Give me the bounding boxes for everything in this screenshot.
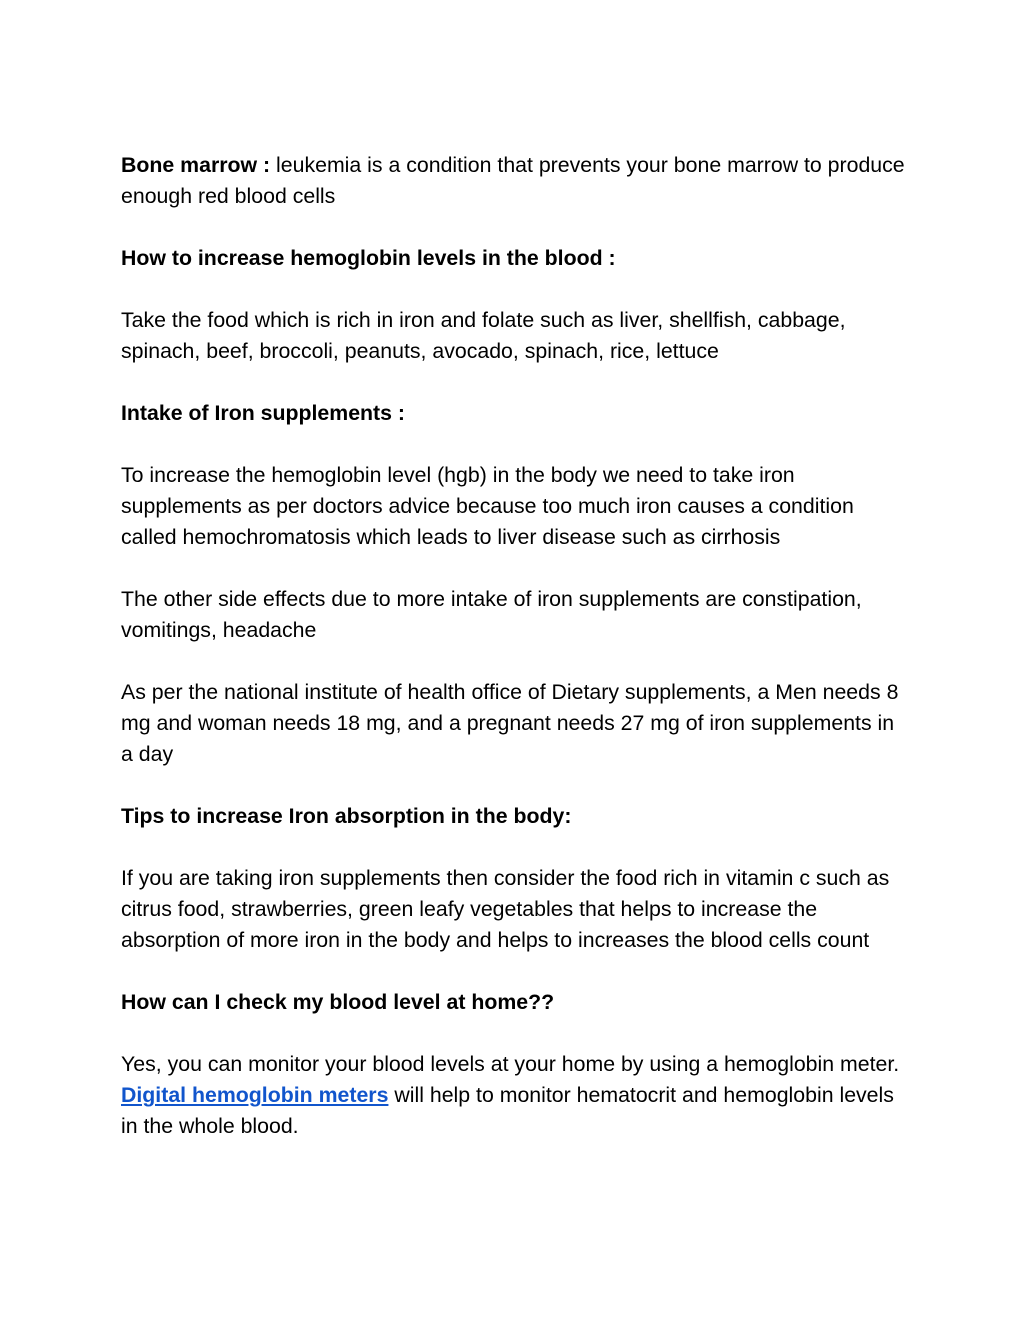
bone-marrow-paragraph (121, 150, 911, 212)
side-effects-paragraph: The other side effects due to more intake of iron supplements are constipation, vomitings, headache (121, 587, 862, 642)
document-body (121, 150, 911, 1142)
bone-marrow-label: Bone marrow : (121, 153, 271, 177)
heading-iron-supplements: Intake of Iron supplements : (121, 401, 405, 425)
national-institute-paragraph: As per the national institute of health office of Dietary supplements, a Men needs 8 mg and woman needs 18 mg, and a pregnant needs 27 mg of iron supplements in a day (121, 680, 899, 766)
iron-level-paragraph: To increase the hemoglobin level (hgb) in the body we need to take iron supplements as per doctors advice because too much iron causes a condition called hemochromatosis which leads to liver disease such as cirrhosis (121, 463, 854, 549)
monitor-text-after: will help to monitor hematocrit and hemoglobin levels in the whole blood. (121, 1083, 894, 1138)
monitor-paragraph (121, 1049, 911, 1142)
heading-increase-hemoglobin: How to increase hemoglobin levels in the blood : (121, 246, 616, 270)
heading-iron-absorption-tips: Tips to increase Iron absorption in the body: (121, 804, 572, 828)
monitor-text-before: Yes, you can monitor your blood levels at your home by using a hemoglobin meter. (121, 1052, 900, 1076)
heading-check-blood-level: How can I check my blood level at home?? (121, 990, 555, 1014)
food-paragraph: Take the food which is rich in iron and folate such as liver, shellfish, cabbage, spinach, beef, broccoli, peanuts, avocado, spinach, rice, lettuce (121, 308, 846, 363)
bone-marrow-text: leukemia is a condition that prevents your bone marrow to produce enough red blood cells (121, 153, 905, 208)
vitamin-c-paragraph: If you are taking iron supplements then consider the food rich in vitamin c such as citrus food, strawberries, green leafy vegetables that helps to increase the absorption of more iron in the body and helps to increases the blood cells count (121, 866, 890, 952)
digital-hemoglobin-meters-link[interactable]: Digital hemoglobin meters (121, 1083, 389, 1107)
